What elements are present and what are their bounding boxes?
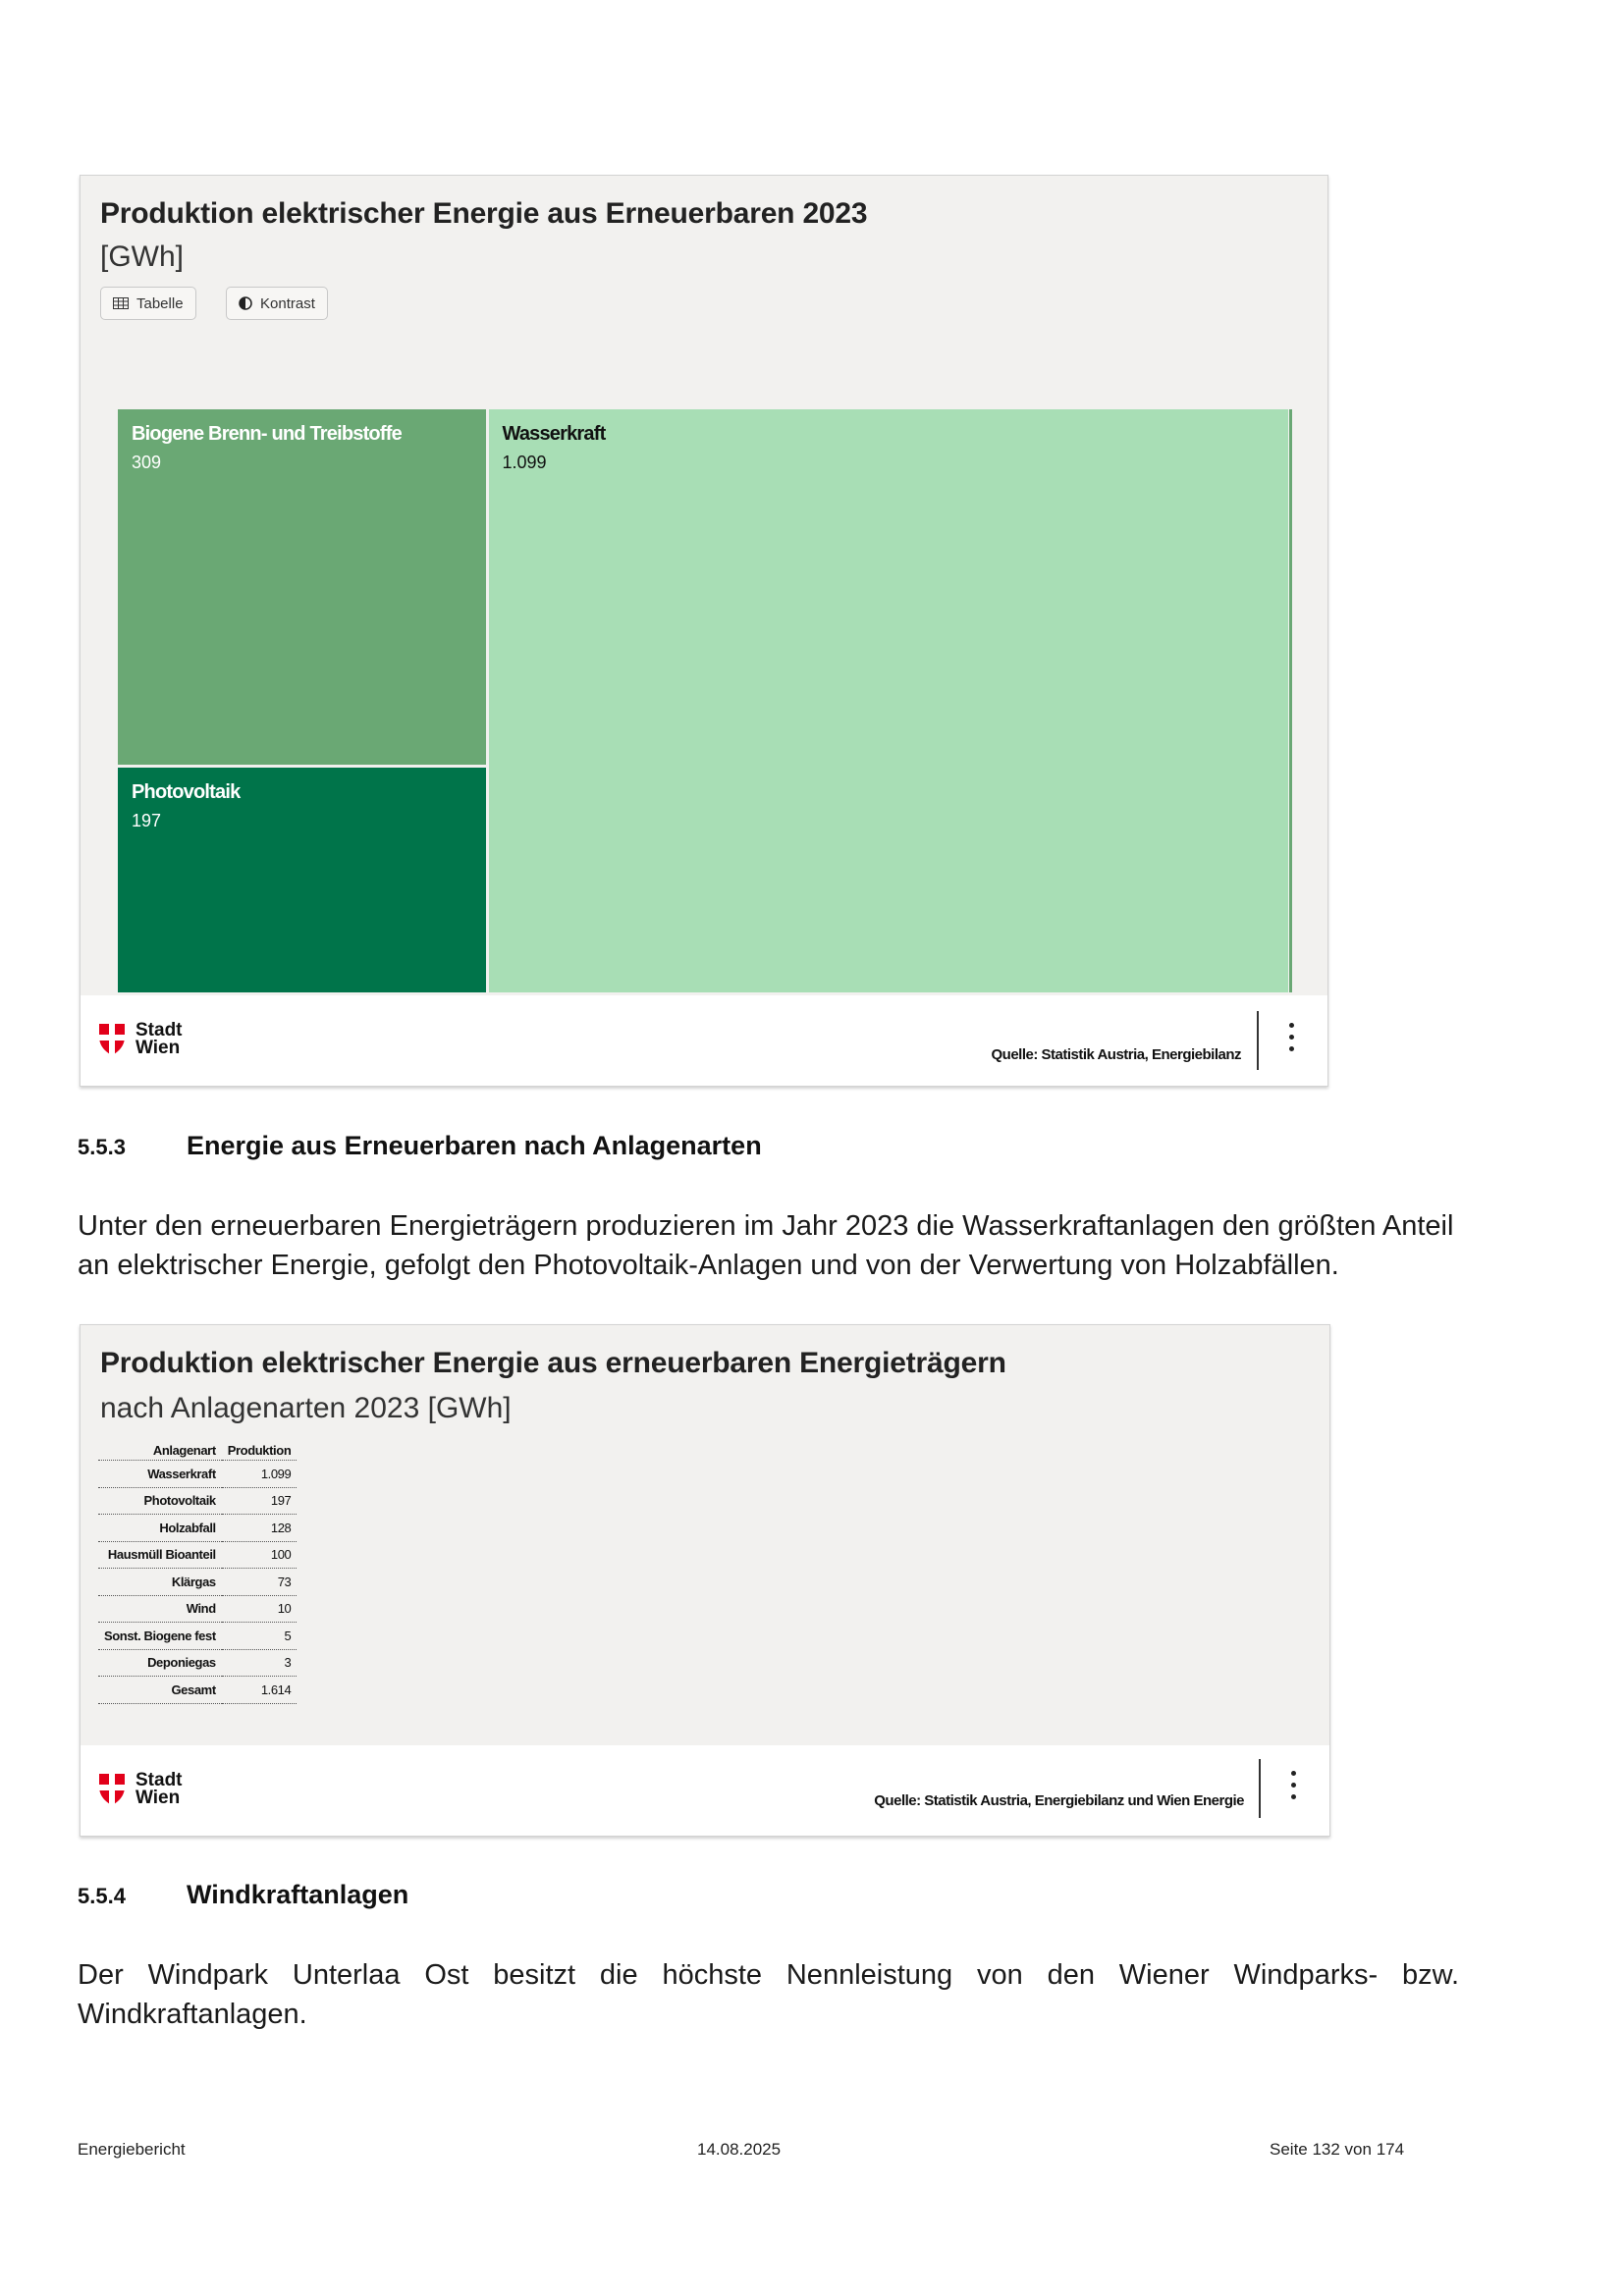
cell-plant-type: Gesamt xyxy=(98,1677,222,1704)
production-table xyxy=(98,1441,297,1704)
chart-unit: [GWh] xyxy=(100,240,185,273)
table-row xyxy=(98,1541,297,1569)
chart-subtitle: nach Anlagenarten 2023 [GWh] xyxy=(100,1392,512,1424)
footer-separator xyxy=(1259,1759,1261,1818)
cell-plant-type: Klärgas xyxy=(98,1569,222,1596)
cell-production: 100 xyxy=(222,1541,298,1569)
section-paragraph: Der Windpark Unterlaa Ost besitzt die höchste Nennleistung von den Wiener Windparks- bzw. Windkraftanlagen. xyxy=(78,1959,1459,2030)
section-paragraph: Unter den erneuerbaren Energieträgern produzieren im Jahr 2023 die Wasserkraftanlagen den größten Anteil an elektrischer Energie, gefolgt den Photovoltaik-Anlagen und von der Verwertung von Holzabfällen. xyxy=(78,1210,1454,1281)
table-row xyxy=(98,1595,297,1623)
treemap-tile-value: 1.099 xyxy=(502,453,547,472)
cell-production: 1.099 xyxy=(222,1461,298,1488)
cell-production: 1.614 xyxy=(222,1677,298,1704)
more-options-icon[interactable] xyxy=(1286,1023,1296,1051)
section-number: 5.5.4 xyxy=(78,1884,126,1908)
section-title: Energie aus Erneuerbaren nach Anlagenarten xyxy=(187,1131,762,1160)
cell-plant-type: Wasserkraft xyxy=(98,1461,222,1488)
footer-date: 14.08.2025 xyxy=(697,2140,782,2159)
column-header: Anlagenart xyxy=(98,1441,222,1461)
chart-title: Produktion elektrischer Energie aus Erneuerbaren 2023 xyxy=(100,197,868,230)
cell-plant-type: Holzabfall xyxy=(98,1515,222,1542)
column-header: Produktion xyxy=(222,1441,298,1461)
table-button-label: Tabelle xyxy=(136,294,184,312)
chart-source: Quelle: Statistik Austria, Energiebilanz xyxy=(991,1046,1241,1063)
chart-card-plant-types xyxy=(80,1324,1330,1837)
chart-card-renewables xyxy=(80,175,1328,1087)
stadt-wien-logo xyxy=(98,1772,183,1807)
table-row xyxy=(98,1649,297,1677)
table-button[interactable] xyxy=(100,287,196,320)
cell-plant-type: Deponiegas xyxy=(98,1649,222,1677)
chart-title: Produktion elektrischer Energie aus erneuerbaren Energieträgern xyxy=(100,1347,1006,1379)
vienna-shield-icon xyxy=(98,1023,126,1056)
footer-page-number: Seite 132 von 174 xyxy=(1270,2140,1405,2159)
chart-footer xyxy=(81,1745,1329,1836)
treemap-tile-value: 309 xyxy=(132,453,162,472)
footer-separator xyxy=(1257,1011,1259,1070)
table-row xyxy=(98,1461,297,1488)
contrast-button[interactable] xyxy=(226,287,328,320)
treemap-edge xyxy=(1289,409,1292,992)
footer-document-name: Energiebericht xyxy=(78,2140,186,2159)
cell-production: 197 xyxy=(222,1487,298,1515)
chart-source: Quelle: Statistik Austria, Energiebilanz und Wien Energie xyxy=(874,1792,1244,1809)
cell-plant-type: Photovoltaik xyxy=(98,1487,222,1515)
table-row xyxy=(98,1677,297,1704)
cell-plant-type: Hausmüll Bioanteil xyxy=(98,1541,222,1569)
cell-plant-type: Sonst. Biogene fest xyxy=(98,1623,222,1650)
section-title: Windkraftanlagen xyxy=(187,1880,409,1909)
logo-line-2: Wien xyxy=(135,1788,181,1808)
cell-production: 5 xyxy=(222,1623,298,1650)
table-row xyxy=(98,1623,297,1650)
table-icon xyxy=(113,297,129,309)
contrast-icon xyxy=(239,296,252,310)
treemap-tile-label: Biogene Brenn- und Treibstoffe xyxy=(132,423,402,445)
logo-line-1: Stadt xyxy=(135,1770,183,1790)
treemap-tile-label: Photovoltaik xyxy=(132,780,241,803)
stadt-wien-logo xyxy=(98,1022,183,1057)
section-heading-5-5-4 xyxy=(78,1880,408,1910)
cell-production: 3 xyxy=(222,1649,298,1677)
treemap xyxy=(118,409,1288,992)
section-heading-5-5-3 xyxy=(78,1131,762,1161)
cell-production: 128 xyxy=(222,1515,298,1542)
chart-footer xyxy=(81,995,1327,1086)
table-row xyxy=(98,1487,297,1515)
cell-plant-type: Wind xyxy=(98,1595,222,1623)
logo-line-1: Stadt xyxy=(135,1020,183,1041)
table-row xyxy=(98,1515,297,1542)
cell-production: 73 xyxy=(222,1569,298,1596)
contrast-button-label: Kontrast xyxy=(260,294,315,312)
logo-line-2: Wien xyxy=(135,1038,181,1058)
vienna-shield-icon xyxy=(98,1773,126,1806)
cell-production: 10 xyxy=(222,1595,298,1623)
treemap-tile-label: Wasserkraft xyxy=(502,423,606,445)
more-options-icon[interactable] xyxy=(1288,1771,1298,1799)
treemap-tile[interactable] xyxy=(489,409,1289,992)
treemap-tile-value: 197 xyxy=(132,810,162,830)
table-row xyxy=(98,1569,297,1596)
section-number: 5.5.3 xyxy=(78,1135,126,1159)
treemap-tile[interactable] xyxy=(118,409,486,765)
treemap-tile[interactable] xyxy=(118,768,486,993)
